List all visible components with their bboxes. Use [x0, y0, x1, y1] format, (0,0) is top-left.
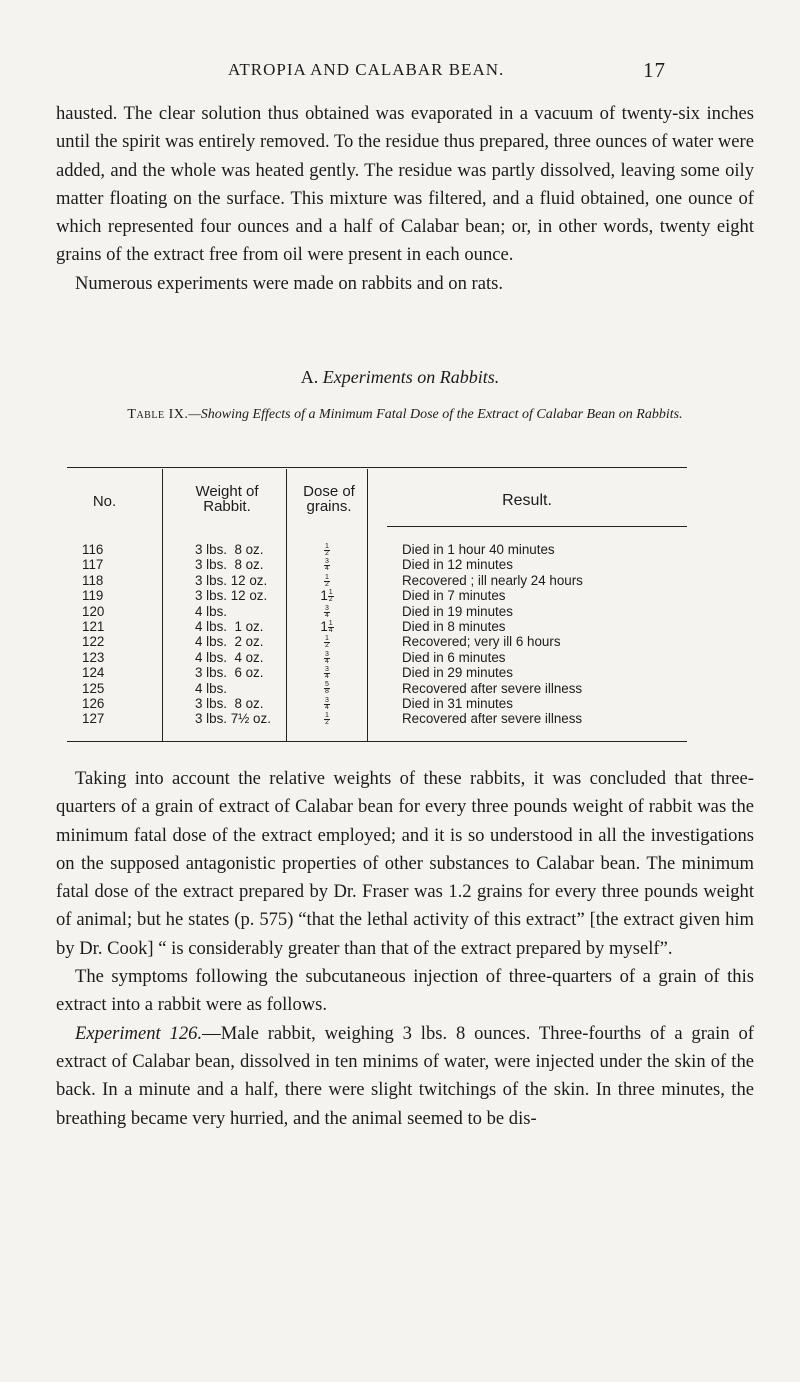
- cell-result: Died in 8 minutes: [402, 618, 506, 634]
- dose-denominator: 2: [325, 549, 329, 557]
- dose-whole: 1: [320, 588, 328, 604]
- dose-fraction: [328, 621, 334, 634]
- dose-denominator: 2: [328, 596, 333, 604]
- cell-weight: 3 lbs. 12 oz.: [195, 572, 268, 588]
- cell-result: Died in 1 hour 40 minutes: [402, 542, 555, 557]
- dose-denominator: 4: [325, 657, 329, 665]
- dose-denominator: 4: [325, 703, 329, 711]
- dose-denominator: 4: [325, 565, 329, 573]
- dose-denominator: 2: [325, 580, 329, 588]
- cell-result: Died in 12 minutes: [402, 557, 513, 573]
- cell-no: 121: [82, 618, 105, 634]
- dose-denominator: 4: [325, 611, 329, 619]
- cell-dose: [289, 711, 365, 726]
- column-result: [402, 542, 687, 727]
- paragraph: hausted. The clear solution thus obtained was evaporated in a vacuum of twenty-six inches until the spirit was entirely removed. To the residue thus prepared, three ounces of water were added, and the whole was heated gently. The residue was partly dissolved, leaving some oily matter floating on the surface. This mixture was filtered, and a fluid obtained, one ounce of which represented four ounces and a half of Calabar bean; or, in other words, twenty eight grains of the extract free from oil were present in each ounce.: [56, 103, 754, 266]
- cell-result: Died in 6 minutes: [402, 649, 506, 665]
- cell-no: 120: [82, 603, 105, 619]
- header-dose: Dose of grains.: [303, 483, 355, 515]
- cell-weight: 3 lbs. 8 oz.: [195, 557, 264, 573]
- dose-numerator: 1: [325, 712, 329, 720]
- column-divider: [162, 469, 163, 741]
- dose-numerator: 1: [325, 542, 329, 550]
- dose-numerator: 3: [325, 558, 329, 566]
- paragraph: Numerous experiments were made on rabbits and on rats.: [75, 272, 504, 294]
- cell-weight: 3 lbs. 12 oz.: [195, 588, 268, 604]
- dose-numerator: 1: [325, 573, 329, 581]
- cell-no: 125: [82, 680, 105, 696]
- cell-dose: [289, 557, 365, 572]
- cell-no: 126: [82, 695, 105, 711]
- experiment-label: Experiment 126.: [75, 1022, 203, 1044]
- cell-dose: [289, 650, 365, 665]
- dose-numerator: 1: [328, 589, 333, 597]
- cell-weight: 3 lbs. 8 oz.: [195, 542, 264, 557]
- table-caption: [60, 405, 750, 424]
- experiment-text: —Male rabbit, weighing 3 lbs. 8 ounces. Three-fourths of a grain of extract of Calabar bean, dissolved in ten minims of water, were injected under the skin of the back. In a minute and a half, there were slight twitchings of the skin. In three minutes, the breathing became very hurried, and the animal seemed to be dis-: [56, 1022, 754, 1129]
- cell-no: 124: [82, 665, 105, 681]
- section-letter: A.: [300, 367, 319, 387]
- cell-result: Recovered after severe illness: [402, 711, 583, 727]
- dose-denominator: 2: [325, 642, 329, 650]
- cell-result: Died in 19 minutes: [402, 603, 513, 619]
- dose-fraction: [324, 652, 330, 665]
- cell-dose: [289, 588, 365, 603]
- cell-result: Recovered; very ill 6 hours: [402, 634, 561, 650]
- cell-dose: [289, 696, 365, 711]
- dose-denominator: 8: [325, 688, 329, 696]
- table-caption-text: —Showing Effects of a Minimum Fatal Dose of the Extract of Calabar Bean on Rabbits.: [188, 407, 683, 422]
- section-title: Experiments on Rabbits.: [322, 367, 500, 387]
- cell-weight: 4 lbs. 4 oz.: [195, 649, 264, 665]
- dose-fraction: [324, 559, 330, 572]
- header-weight: Weight of Rabbit.: [195, 483, 259, 515]
- cell-no: 118: [82, 572, 104, 588]
- cell-dose: [289, 665, 365, 680]
- cell-no: 116: [82, 542, 104, 557]
- cell-weight: 4 lbs.: [195, 680, 228, 696]
- cell-weight: 3 lbs. 6 oz.: [195, 665, 264, 681]
- experiment-paragraph: [56, 1020, 754, 1133]
- cell-weight: 4 lbs.: [195, 603, 228, 619]
- dose-numerator: 3: [325, 650, 329, 658]
- paragraph: Taking into account the relative weights of these rabbits, it was concluded that three-quarters of a grain of extract of Calabar bean for every three pounds weight of rabbit was the minimum fatal dose of the extract employed; and it is so understood in all the investigations on the supposed antagonistic properties of other substances to Calabar bean. The minimum fatal dose of the extract prepared by Dr. Fraser was 1.2 grains for every three pounds weight of animal; but he states (p. 575) “that the lethal activity of this extract” [the extract given him by Dr. Cook] “ is considerably greater than that of the extract prepared by myself”.: [56, 768, 754, 959]
- dose-fraction: [324, 544, 330, 557]
- dose-numerator: 3: [325, 666, 329, 674]
- column-divider: [367, 469, 368, 741]
- page-number: 17: [643, 58, 666, 82]
- dose-denominator: 2: [325, 719, 329, 727]
- cell-dose: [289, 542, 365, 557]
- intro-text: [56, 100, 754, 298]
- dose-fraction: [324, 636, 330, 649]
- cell-no: 117: [82, 557, 104, 573]
- dose-numerator: 3: [325, 604, 329, 612]
- column-no: [82, 542, 132, 727]
- cell-result: Recovered ; ill nearly 24 hours: [402, 572, 583, 588]
- cell-no: 119: [82, 588, 104, 604]
- dose-denominator: 4: [325, 673, 329, 681]
- cell-no: 123: [82, 649, 105, 665]
- dose-fraction: [324, 667, 330, 680]
- table-header-rule: [387, 526, 687, 527]
- cell-no: 127: [82, 711, 105, 727]
- dose-numerator: 1: [328, 619, 333, 627]
- column-weight: [195, 542, 287, 727]
- cell-dose: [289, 634, 365, 649]
- cell-result: Recovered after severe illness: [402, 680, 583, 696]
- dose-denominator: 4: [328, 626, 333, 634]
- dose-fraction: [324, 698, 330, 711]
- section-heading: [0, 367, 800, 388]
- header-no: No.: [92, 493, 117, 510]
- cell-result: Died in 29 minutes: [402, 665, 513, 681]
- cell-dose: [289, 681, 365, 696]
- cell-result: Died in 7 minutes: [402, 588, 506, 604]
- dose-fraction: [324, 713, 330, 726]
- dose-fraction: [328, 590, 334, 603]
- dose-fraction: [324, 606, 330, 619]
- table-bottom-rule: [67, 741, 687, 742]
- cell-no: 122: [82, 634, 105, 650]
- table-label: Table IX.: [127, 407, 189, 422]
- cell-weight: 3 lbs. 8 oz.: [195, 695, 264, 711]
- cell-weight: 3 lbs. 7½ oz.: [195, 711, 271, 727]
- table-top-rule: [67, 467, 687, 468]
- dose-numerator: 5: [325, 681, 329, 689]
- dose-whole: 1: [320, 618, 328, 634]
- dose-numerator: 3: [325, 696, 329, 704]
- cell-weight: 4 lbs. 2 oz.: [195, 634, 264, 650]
- cell-dose: [289, 573, 365, 588]
- cell-dose: [289, 604, 365, 619]
- results-table: [67, 467, 745, 743]
- cell-weight: 4 lbs. 1 oz.: [195, 618, 264, 634]
- cell-result: Died in 31 minutes: [402, 695, 513, 711]
- running-title: ATROPIA AND CALABAR BEAN.: [228, 60, 505, 79]
- cell-dose: [289, 619, 365, 634]
- dose-fraction: [324, 575, 330, 588]
- header-result: Result.: [502, 492, 552, 509]
- body-text: [56, 765, 754, 1133]
- paragraph: The symptoms following the subcutaneous injection of three-quarters of a grain of this extract into a rabbit were as follows.: [56, 966, 754, 1016]
- dose-fraction: [324, 682, 330, 695]
- dose-numerator: 1: [325, 635, 329, 643]
- column-dose: [289, 542, 365, 727]
